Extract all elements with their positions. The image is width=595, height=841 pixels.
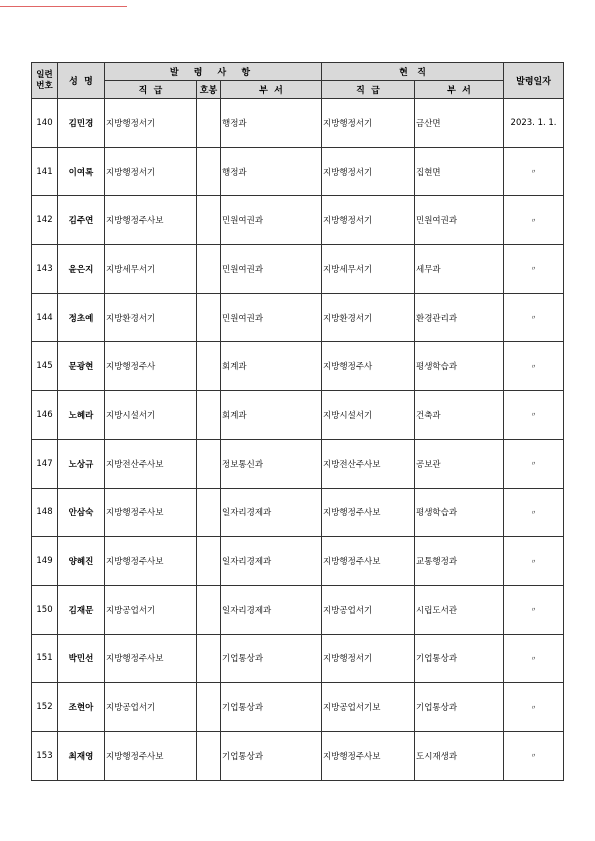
rank-cell: 지방행정서기 [105, 147, 197, 196]
serial-no-cell: 142 [32, 196, 58, 245]
current-rank-cell: 지방행정주사 [322, 342, 415, 391]
name-cell: 이여록 [58, 147, 105, 196]
rank-cell: 지방공업서기 [105, 585, 197, 634]
table-row [32, 342, 564, 391]
current-rank-cell: 지방전산주사보 [322, 439, 415, 488]
hobong-cell [197, 585, 221, 634]
serial-no-cell: 143 [32, 245, 58, 294]
current-dept-cell: 평생학습과 [415, 488, 504, 537]
current-dept-cell: 기업통상과 [415, 634, 504, 683]
current-rank-cell: 지방세무서기 [322, 245, 415, 294]
serial-no-cell: 149 [32, 537, 58, 586]
header-appointment-date: 발령일자 [504, 63, 564, 99]
appointment-table [31, 62, 564, 781]
serial-no-cell: 153 [32, 731, 58, 780]
name-cell: 노혜라 [58, 391, 105, 440]
name-cell: 김재문 [58, 585, 105, 634]
rank-cell: 지방행정주사보 [105, 634, 197, 683]
current-dept-cell: 도시재생과 [415, 731, 504, 780]
current-dept-cell: 환경관리과 [415, 293, 504, 342]
hobong-cell [197, 634, 221, 683]
dept-cell: 정보통신과 [221, 439, 322, 488]
serial-no-cell: 150 [32, 585, 58, 634]
name-cell: 문광현 [58, 342, 105, 391]
dept-cell: 행정과 [221, 147, 322, 196]
header-appointment: 발 령 사 항 [105, 63, 322, 81]
dept-cell: 기업통상과 [221, 683, 322, 732]
table-row [32, 488, 564, 537]
dept-cell: 일자리경제과 [221, 488, 322, 537]
dept-cell: 기업통상과 [221, 634, 322, 683]
dept-cell: 일자리경제과 [221, 537, 322, 586]
current-rank-cell: 지방행정서기 [322, 147, 415, 196]
name-cell: 최재영 [58, 731, 105, 780]
table-row [32, 196, 564, 245]
header-serial-no: 일련 번호 [32, 63, 58, 99]
name-cell: 윤은지 [58, 245, 105, 294]
serial-no-cell: 146 [32, 391, 58, 440]
hobong-cell [197, 147, 221, 196]
rank-cell: 지방행정주사보 [105, 731, 197, 780]
rank-cell: 지방행정주사보 [105, 537, 197, 586]
date-cell: 〃 [504, 683, 564, 732]
hobong-cell [197, 439, 221, 488]
current-rank-cell: 지방시설서기 [322, 391, 415, 440]
header-name: 성 명 [58, 63, 105, 99]
name-cell: 조현아 [58, 683, 105, 732]
dept-cell: 민원여권과 [221, 245, 322, 294]
current-rank-cell: 지방행정주사보 [322, 537, 415, 586]
dept-cell: 민원여권과 [221, 196, 322, 245]
current-rank-cell: 지방공업서기보 [322, 683, 415, 732]
rank-cell: 지방행정주사 [105, 342, 197, 391]
hobong-cell [197, 196, 221, 245]
date-cell: 〃 [504, 196, 564, 245]
header-current-dept: 부 서 [415, 81, 504, 99]
name-cell: 박민선 [58, 634, 105, 683]
current-dept-cell: 세무과 [415, 245, 504, 294]
date-cell: 〃 [504, 391, 564, 440]
current-dept-cell: 시립도서관 [415, 585, 504, 634]
hobong-cell [197, 537, 221, 586]
hobong-cell [197, 245, 221, 294]
dept-cell: 행정과 [221, 99, 322, 148]
serial-no-cell: 140 [32, 99, 58, 148]
serial-no-cell: 152 [32, 683, 58, 732]
current-dept-cell: 평생학습과 [415, 342, 504, 391]
serial-no-cell: 144 [32, 293, 58, 342]
hobong-cell [197, 731, 221, 780]
rank-cell: 지방행정서기 [105, 99, 197, 148]
current-rank-cell: 지방행정서기 [322, 634, 415, 683]
name-cell: 양혜진 [58, 537, 105, 586]
serial-no-cell: 141 [32, 147, 58, 196]
rank-cell: 지방행정주사보 [105, 196, 197, 245]
current-dept-cell: 집현면 [415, 147, 504, 196]
current-dept-cell: 건축과 [415, 391, 504, 440]
header-rank: 직 급 [105, 81, 197, 99]
date-cell: 〃 [504, 147, 564, 196]
name-cell: 정초예 [58, 293, 105, 342]
hobong-cell [197, 488, 221, 537]
hobong-cell [197, 683, 221, 732]
current-rank-cell: 지방행정서기 [322, 196, 415, 245]
serial-no-cell: 145 [32, 342, 58, 391]
hobong-cell [197, 99, 221, 148]
header-current-rank: 직 급 [322, 81, 415, 99]
table-row [32, 537, 564, 586]
current-rank-cell: 지방환경서기 [322, 293, 415, 342]
header-hobong: 호봉 [197, 81, 221, 99]
current-dept-cell: 공보관 [415, 439, 504, 488]
current-dept-cell: 기업통상과 [415, 683, 504, 732]
current-rank-cell: 지방행정주사보 [322, 488, 415, 537]
name-cell: 안삼숙 [58, 488, 105, 537]
table-row [32, 293, 564, 342]
serial-no-cell: 151 [32, 634, 58, 683]
hobong-cell [197, 391, 221, 440]
table-body [32, 99, 564, 781]
date-cell: 〃 [504, 634, 564, 683]
serial-no-cell: 148 [32, 488, 58, 537]
header-current-position: 현 직 [322, 63, 504, 81]
hobong-cell [197, 342, 221, 391]
date-cell: 〃 [504, 488, 564, 537]
date-cell: 〃 [504, 245, 564, 294]
serial-no-cell: 147 [32, 439, 58, 488]
table-row [32, 585, 564, 634]
table-row [32, 99, 564, 148]
date-cell: 2023. 1. 1. [504, 99, 564, 148]
date-cell: 〃 [504, 293, 564, 342]
table-row [32, 391, 564, 440]
date-cell: 〃 [504, 731, 564, 780]
date-cell: 〃 [504, 585, 564, 634]
current-dept-cell: 교통행정과 [415, 537, 504, 586]
table-header [32, 63, 564, 99]
date-cell: 〃 [504, 537, 564, 586]
hobong-cell [197, 293, 221, 342]
date-cell: 〃 [504, 342, 564, 391]
rank-cell: 지방세무서기 [105, 245, 197, 294]
name-cell: 김주연 [58, 196, 105, 245]
dept-cell: 일자리경제과 [221, 585, 322, 634]
table-row [32, 731, 564, 780]
rank-cell: 지방환경서기 [105, 293, 197, 342]
dept-cell: 기업통상과 [221, 731, 322, 780]
current-dept-cell: 금산면 [415, 99, 504, 148]
date-cell: 〃 [504, 439, 564, 488]
table-row [32, 634, 564, 683]
rank-cell: 지방공업서기 [105, 683, 197, 732]
top-rule [0, 6, 127, 7]
rank-cell: 지방시설서기 [105, 391, 197, 440]
table-row [32, 439, 564, 488]
current-rank-cell: 지방행정주사보 [322, 731, 415, 780]
current-rank-cell: 지방행정서기 [322, 99, 415, 148]
rank-cell: 지방행정주사보 [105, 488, 197, 537]
rank-cell: 지방전산주사보 [105, 439, 197, 488]
name-cell: 김민경 [58, 99, 105, 148]
dept-cell: 회계과 [221, 391, 322, 440]
dept-cell: 민원여권과 [221, 293, 322, 342]
table-row [32, 683, 564, 732]
table-row [32, 147, 564, 196]
header-dept: 부 서 [221, 81, 322, 99]
current-dept-cell: 민원여권과 [415, 196, 504, 245]
dept-cell: 회계과 [221, 342, 322, 391]
current-rank-cell: 지방공업서기 [322, 585, 415, 634]
table-row [32, 245, 564, 294]
name-cell: 노상규 [58, 439, 105, 488]
